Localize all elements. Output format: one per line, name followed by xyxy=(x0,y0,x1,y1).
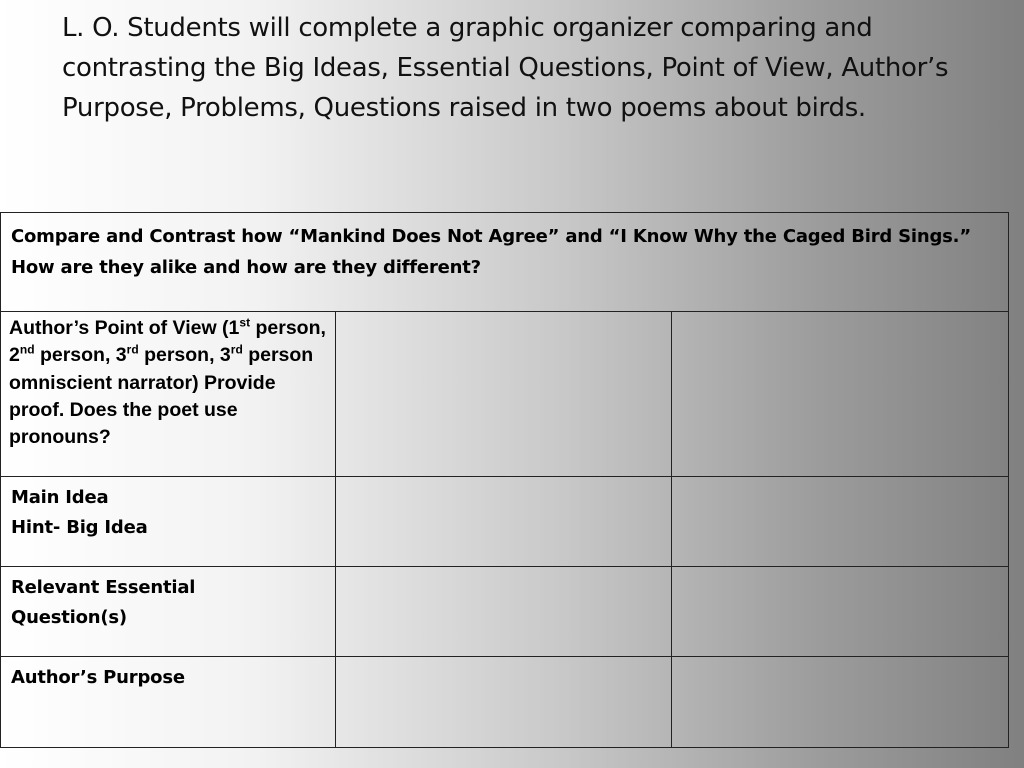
row-label-point-of-view xyxy=(1,312,336,477)
organizer-header: Compare and Contrast how “Mankind Does Not Agree” and “I Know Why the Caged Bird Sings.” How are they alike and how are they different? xyxy=(1,213,1009,312)
row-label-essential-questions xyxy=(1,567,336,657)
answer-cell-poem-2[interactable] xyxy=(672,477,1009,567)
authors-purpose-label: Author’s Purpose xyxy=(11,667,185,688)
table-row-essential-questions xyxy=(1,567,1009,657)
point-of-view-label: Author’s Point of View (1st person, 2nd person, 3rd person, 3rd person omniscient narrator) Provide proof. Does the poet use pronouns? xyxy=(9,315,326,449)
row-label-main-idea xyxy=(1,477,336,567)
essential-questions-label: Relevant Essential Question(s) xyxy=(11,577,196,628)
answer-cell-poem-1[interactable] xyxy=(336,657,672,748)
table-row-main-idea xyxy=(1,477,1009,567)
main-idea-title: Main Idea xyxy=(11,487,109,508)
answer-cell-poem-1[interactable] xyxy=(336,477,672,567)
graphic-organizer-table xyxy=(0,212,1009,748)
table-row-point-of-view xyxy=(1,312,1009,477)
answer-cell-poem-2[interactable] xyxy=(672,657,1009,748)
answer-cell-poem-1[interactable] xyxy=(336,567,672,657)
learning-objective: L. O. Students will complete a graphic organizer comparing and contrasting the Big Ideas, Essential Questions, Point of View, Author’s Purpose, Problems, Questions raised in two poems about birds. xyxy=(62,13,949,123)
answer-cell-poem-1[interactable] xyxy=(336,312,672,477)
main-idea-label xyxy=(1,477,335,543)
organizer-header-row xyxy=(1,213,1009,312)
main-idea-hint: Hint- Big Idea xyxy=(11,517,148,538)
table-row-authors-purpose xyxy=(1,657,1009,748)
answer-cell-poem-2[interactable] xyxy=(672,312,1009,477)
answer-cell-poem-2[interactable] xyxy=(672,567,1009,657)
row-label-authors-purpose xyxy=(1,657,336,748)
